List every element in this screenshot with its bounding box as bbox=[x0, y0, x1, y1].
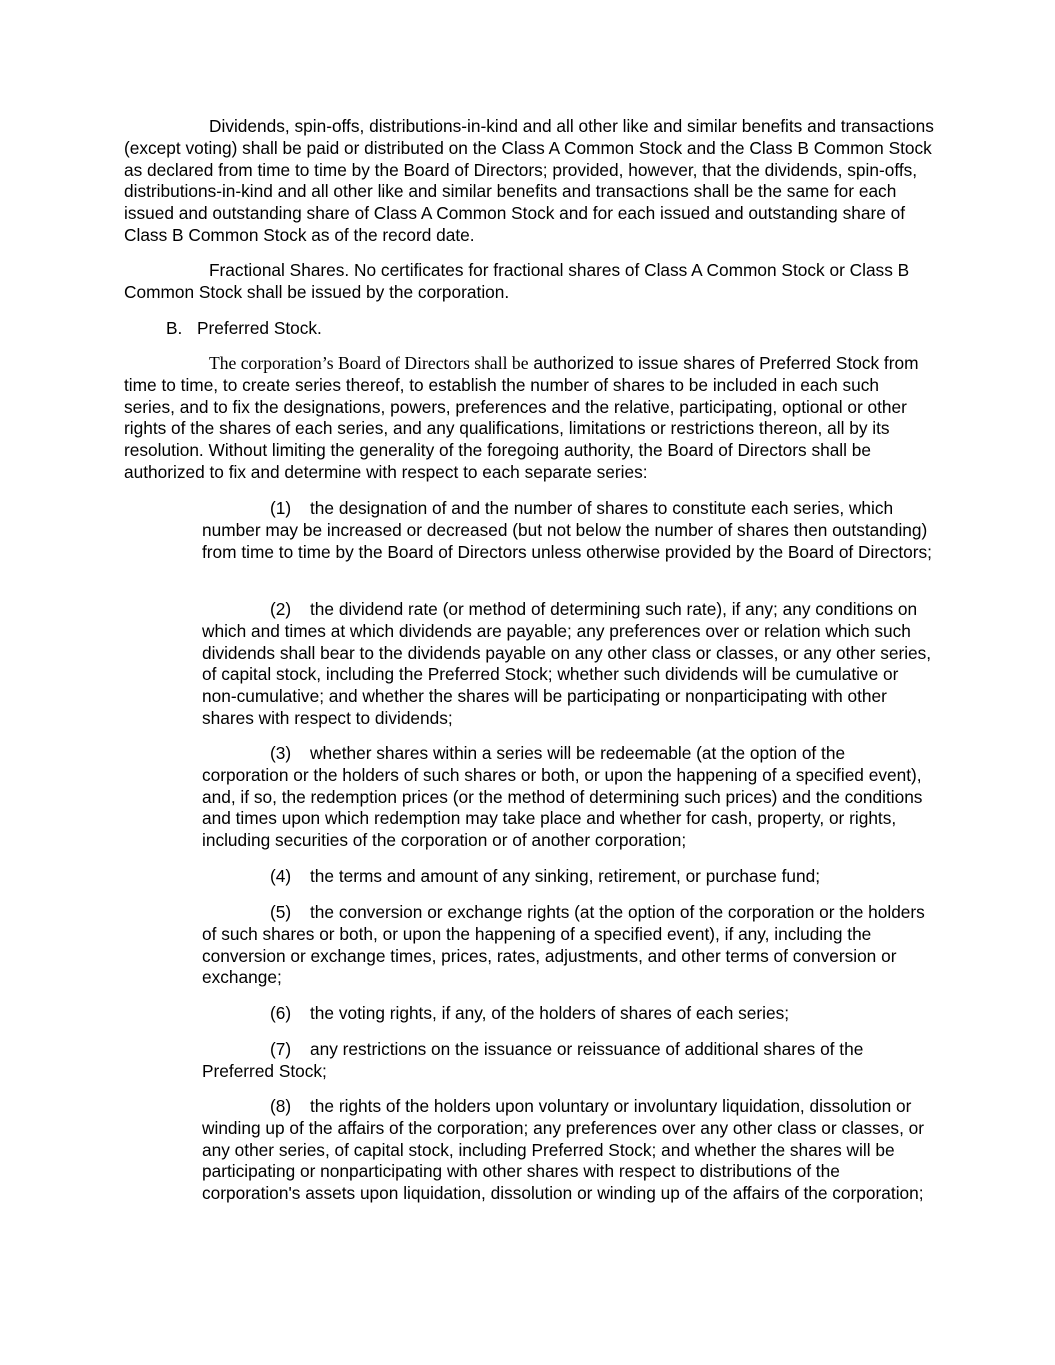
preferred-stock-intro-paragraph bbox=[124, 353, 934, 484]
list-item-number: (4) bbox=[270, 866, 292, 886]
list-item-text: the conversion or exchange rights (at the option of the corporation or the holders of such shares or both, or upon the happening of a specified event), if any, including the conversion or exchange times, prices, rates, adjustments, and other terms of conversion or exchange; bbox=[202, 902, 925, 988]
list-item-text: any restrictions on the issuance or reissuance of additional shares of the Preferred Stock; bbox=[202, 1039, 864, 1081]
list-item bbox=[202, 599, 936, 730]
section-letter: B. bbox=[166, 318, 183, 338]
fractional-shares-paragraph: Fractional Shares. No certificates for fractional shares of Class A Common Stock or Class B Common Stock shall be issued by the corporation. bbox=[124, 260, 910, 302]
intro-serif-run: The corporation’s Board of Directors shall be bbox=[209, 353, 529, 373]
list-item-number: (6) bbox=[270, 1003, 292, 1023]
list-item-text: the dividend rate (or method of determining such rate), if any; any conditions on which and times at which dividends are payable; any preferences over or relation which such dividends shall bear to the dividends payable on any other class or classes, or any other series, of capital stock, including the Preferred Stock; whether such dividends will be cumulative or non-cumulative; and whether the shares will be participating or nonparticipating with other shares with respect to dividends; bbox=[202, 599, 932, 728]
intro-rest-run: authorized to issue shares of Preferred Stock from time to time, to create series thereof, to establish the number of shares to be included in each such series, and to fix the designations, powers, preferences and the relative, participating, optional or other rights of the shares of each series, and any qualifications, limitations or restrictions thereon, all by its resolution. Without limiting the generality of the foregoing authority, the Board of Directors shall be authorized to fix and determine with respect to each separate series: bbox=[124, 353, 919, 482]
dividends-paragraph: Dividends, spin-offs, distributions-in-kind and all other like and similar benefits and transactions (except voting) shall be paid or distributed on the Class A Common Stock and the Class B Common Stock as declared from time to time by the Board of Directors; provided, however, that the dividends, spin-offs, distributions-in-kind and all other like and similar benefits and transactions shall be the same for each issued and outstanding share of Class A Common Stock and for each issued and outstanding share of Class B Common Stock as of the record date. bbox=[124, 116, 934, 245]
list-item-number: (7) bbox=[270, 1039, 292, 1059]
list-item-text: the rights of the holders upon voluntary or involuntary liquidation, dissolution or winding up of the affairs of the corporation; any preferences over any other class or classes, or any other series, of capital stock, including Preferred Stock; and whether the shares will be participating or nonparticipating with other shares with respect to distributions of the corporation's assets upon liquidation, dissolution or winding up of the affairs of the corporation; bbox=[202, 1096, 925, 1204]
list-item-text: the voting rights, if any, of the holders of shares of each series; bbox=[310, 1003, 790, 1023]
list-item bbox=[202, 866, 936, 888]
list-item-number: (8) bbox=[270, 1096, 292, 1116]
list-item-text: the terms and amount of any sinking, retirement, or purchase fund; bbox=[310, 866, 821, 886]
section-heading-preferred-stock bbox=[166, 318, 866, 340]
list-item-number: (2) bbox=[270, 599, 292, 619]
list-item bbox=[202, 1003, 936, 1025]
list-item bbox=[202, 1096, 936, 1205]
list-item bbox=[202, 1039, 936, 1083]
section-title: Preferred Stock. bbox=[197, 318, 322, 338]
list-item-number: (5) bbox=[270, 902, 292, 922]
list-item bbox=[202, 902, 936, 989]
list-item-text: the designation of and the number of shares to constitute each series, which number may be increased or decreased (but not below the number of shares then outstanding) from time to time by the Board of Directors unless otherwise provided by the Board of Directors; bbox=[202, 498, 932, 562]
list-item bbox=[202, 498, 936, 563]
list-item-number: (1) bbox=[270, 498, 292, 518]
list-item-number: (3) bbox=[270, 743, 292, 763]
list-item-text: whether shares within a series will be redeemable (at the option of the corporation or the holders of such shares or both, or upon the happening of a specified event), and, if so, the redemption prices (or the method of determining such prices) and the conditions and times upon which redemption may take place and whether for cash, property, or rights, including securities of the corporation or of another corporation; bbox=[202, 743, 923, 851]
list-item bbox=[202, 743, 936, 852]
